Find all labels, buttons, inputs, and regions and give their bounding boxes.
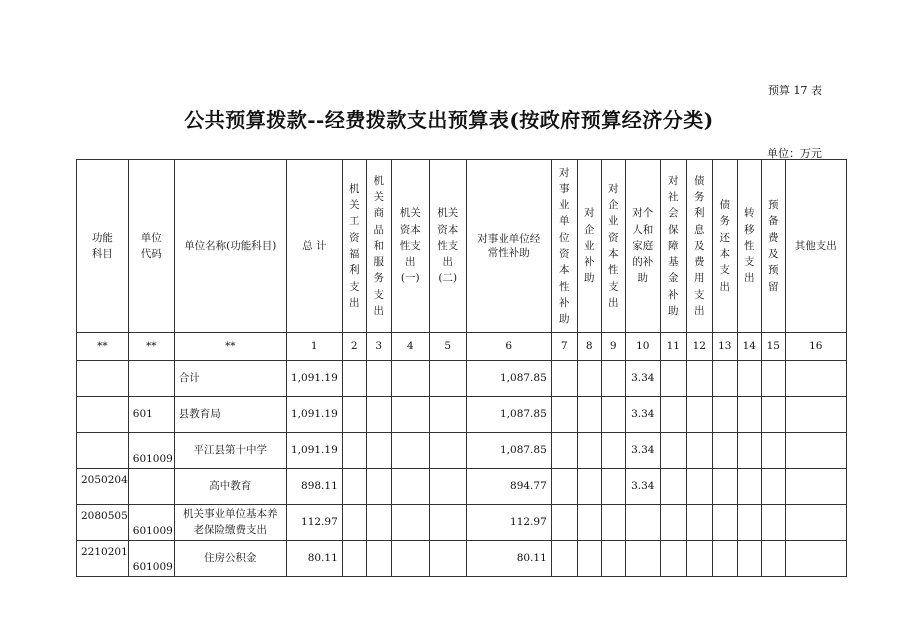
total-cell: 1,091.19 xyxy=(286,433,342,469)
total-cell: 80.11 xyxy=(286,541,342,577)
unit-code-cell: 601009 xyxy=(128,541,174,577)
total-cell: 1,091.19 xyxy=(286,397,342,433)
page-title: 公共预算拨款--经费拨款支出预算表(按政府预算经济分类) xyxy=(184,108,714,132)
index-cell: 5 xyxy=(429,333,466,361)
func-code-cell: 2080505 xyxy=(77,505,129,541)
index-cell: ** xyxy=(174,333,286,361)
budget-table xyxy=(76,159,847,577)
c10-cell: 3.34 xyxy=(625,397,660,433)
total-cell: 112.97 xyxy=(286,505,342,541)
unit-code-cell: 601 xyxy=(128,397,174,433)
unit-name-cell: 平江县第十中学 xyxy=(174,433,286,469)
c10-cell: 3.34 xyxy=(625,361,660,397)
header-c13: 债务还本支出 xyxy=(712,160,737,333)
header-c16: 其他支出 xyxy=(785,160,846,333)
c10-cell xyxy=(625,505,660,541)
c10-cell xyxy=(625,541,660,577)
c10-cell: 3.34 xyxy=(625,433,660,469)
index-cell: 3 xyxy=(366,333,391,361)
table-row xyxy=(77,361,847,397)
header-c6: 对事业单位经常性补助 xyxy=(466,160,551,333)
table-row xyxy=(77,505,847,541)
header-func-code: 功能科目 xyxy=(77,160,129,333)
total-cell: 1,091.19 xyxy=(286,361,342,397)
index-cell: 8 xyxy=(577,333,601,361)
index-cell: 13 xyxy=(712,333,737,361)
func-code-cell xyxy=(77,433,129,469)
index-cell: 7 xyxy=(551,333,577,361)
table-row xyxy=(77,469,847,505)
header-c11: 对社会保障基金补助 xyxy=(660,160,686,333)
index-cell: 4 xyxy=(391,333,429,361)
unit-code-cell xyxy=(128,469,174,505)
index-cell: 9 xyxy=(601,333,625,361)
c6-cell: 1,087.85 xyxy=(466,397,551,433)
unit-code-cell: 601009 xyxy=(128,505,174,541)
header-c2: 机关工资福利支出 xyxy=(342,160,366,333)
header-unit-code: 单位代码 xyxy=(128,160,174,333)
index-cell: 14 xyxy=(737,333,761,361)
table-number: 预算 17 表 xyxy=(768,84,822,97)
index-cell: 6 xyxy=(466,333,551,361)
header-total: 总 计 xyxy=(286,160,342,333)
index-cell: 10 xyxy=(625,333,660,361)
unit-code-cell xyxy=(128,361,174,397)
index-cell: 2 xyxy=(342,333,366,361)
c6-cell: 80.11 xyxy=(466,541,551,577)
unit-name-cell: 高中教育 xyxy=(174,469,286,505)
c6-cell: 112.97 xyxy=(466,505,551,541)
index-row xyxy=(77,333,847,361)
header-c4: 机关资本性支出(一) xyxy=(391,160,429,333)
header-c5: 机关资本性支出(二) xyxy=(429,160,466,333)
c6-cell: 894.77 xyxy=(466,469,551,505)
func-code-cell xyxy=(77,361,129,397)
header-c12: 债务利息及费用支出 xyxy=(686,160,712,333)
unit-name-cell: 机关事业单位基本养老保险缴费支出 xyxy=(174,505,286,541)
index-cell: 1 xyxy=(286,333,342,361)
index-cell: 15 xyxy=(761,333,785,361)
unit-name-cell: 合计 xyxy=(174,361,286,397)
header-c15: 预备费及预留 xyxy=(761,160,785,333)
index-cell: ** xyxy=(77,333,129,361)
unit-label: 单位：万元 xyxy=(767,147,822,160)
header-c8: 对企业补助 xyxy=(577,160,601,333)
index-cell: 16 xyxy=(785,333,846,361)
table-row xyxy=(77,541,847,577)
header-c9: 对企业资本性支出 xyxy=(601,160,625,333)
index-cell: ** xyxy=(128,333,174,361)
header-c10: 对个人和家庭的补助 xyxy=(625,160,660,333)
c6-cell: 1,087.85 xyxy=(466,361,551,397)
index-cell: 12 xyxy=(686,333,712,361)
unit-name-cell: 住房公积金 xyxy=(174,541,286,577)
table-row xyxy=(77,397,847,433)
unit-name-cell: 县教育局 xyxy=(174,397,286,433)
total-cell: 898.11 xyxy=(286,469,342,505)
func-code-cell: 2210201 xyxy=(77,541,129,577)
header-c3: 机关商品和服务支出 xyxy=(366,160,391,333)
c6-cell: 1,087.85 xyxy=(466,433,551,469)
header-c7: 对事业单位资本性补助 xyxy=(551,160,577,333)
c10-cell: 3.34 xyxy=(625,469,660,505)
unit-code-cell: 601009 xyxy=(128,433,174,469)
index-cell: 11 xyxy=(660,333,686,361)
header-c14: 转移性支出 xyxy=(737,160,761,333)
table-row xyxy=(77,433,847,469)
func-code-cell: 2050204 xyxy=(77,469,129,505)
func-code-cell xyxy=(77,397,129,433)
header-row xyxy=(77,160,847,333)
header-unit-name: 单位名称(功能科目) xyxy=(174,160,286,333)
